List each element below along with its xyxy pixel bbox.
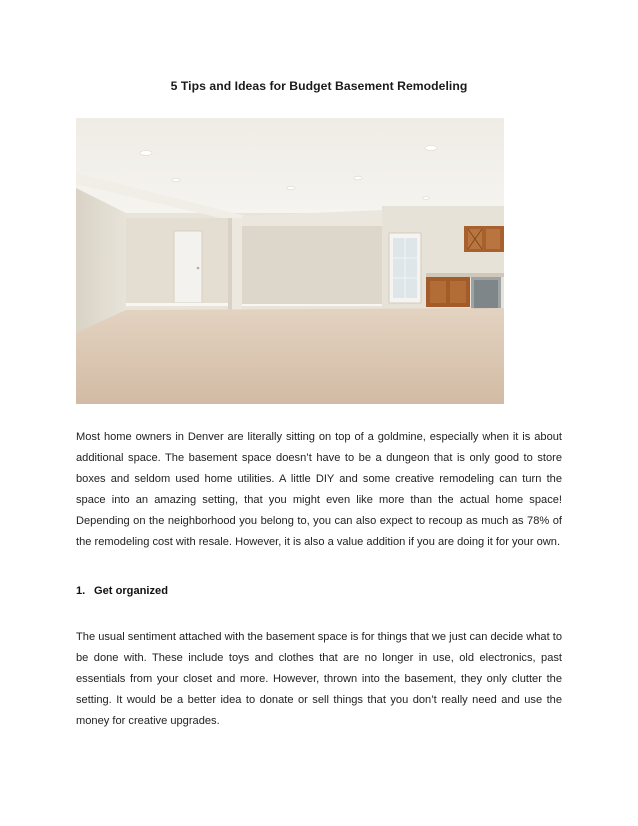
intro-paragraph: Most home owners in Denver are literally sitting on top of a goldmine, especially when it is about additional space. The basement space doesn’t have to be a dungeon that is only good to store boxes and seldom used home utilities. A little DIY and some creative remodeling can turn the space into an amazing setting, that you might even like more than the actual home space! Depending on the neighborhood you belong to, you can also expect to recoup as much as 78% of the remodeling cost with resale. However, it is also a value addition if you are doing it for your own. [76, 431, 562, 548]
section-paragraph: The usual sentiment attached with the basement space is for things that we just can decide what to be done with. These include toys and clothes that are no longer in use, old electronics, past essentials from your closet and more. However, thrown into the basement, they only clutter the setting. It would be a better idea to donate or sell things that you don’t really need and use the money for creative upgrades. [76, 631, 562, 727]
section-number: 1. [76, 585, 86, 597]
basement-photo [76, 118, 504, 404]
section-title: Get organized [94, 585, 168, 597]
section-heading [76, 585, 168, 597]
document-title: 5 Tips and Ideas for Budget Basement Remodeling [170, 79, 468, 93]
